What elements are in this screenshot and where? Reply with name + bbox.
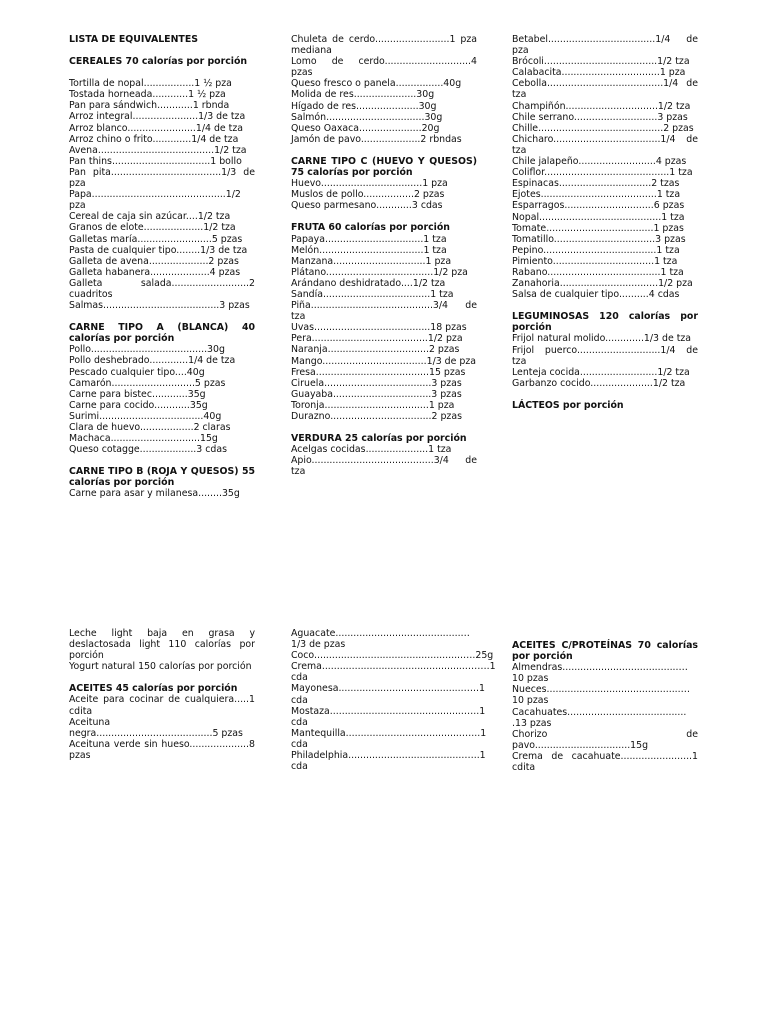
list-item: Mango...................................1/3 de pza (291, 355, 476, 367)
list-item: Aceite para cocinar de cualquiera.....1 cdita (69, 694, 255, 717)
list-item: Aceituna negra.......................................5 pzas (69, 716, 243, 739)
list-item: Papa.............................................1/2 pza (69, 189, 241, 212)
list-item: Chille..........................................2 pzas (512, 122, 694, 134)
list-item: Uvas.......................................18 pzas (291, 322, 467, 334)
spacer (69, 45, 255, 56)
list-item: Tortilla de nopal.................1 ½ pza (69, 78, 232, 90)
list-item: Pan para sándwich............1 rbnda (69, 100, 230, 112)
list-item: Galletas maría.........................5 pzas (69, 233, 243, 245)
column-5 (291, 628, 496, 773)
spacer (69, 672, 255, 683)
column-6 (512, 640, 698, 773)
list-item: Arroz blanco.......................1/4 de tza (69, 122, 244, 134)
list-item: Surimi...................................40g (69, 410, 222, 422)
list-item: Chuleta de cerdo.........................1 pza mediana (291, 34, 477, 57)
list-item: Cereal de caja sin azúcar....1/2 tza (69, 211, 231, 223)
list-item: Galleta habanera....................4 pzas (69, 266, 241, 278)
list-item: Pera.......................................1/2 pza (291, 333, 463, 345)
list-item: Chile jalapeño..........................4 pzas (512, 156, 687, 168)
list-item: Plátano....................................1/2 pza (291, 266, 468, 278)
list-item: Queso cotagge...................3 cdas (69, 444, 227, 456)
list-item: Frijol natural molido.............1/3 de tza (512, 333, 692, 345)
section-heading: FRUTA 60 calorías por porción (291, 222, 450, 234)
list-item: Almendras.......................................…10 pzas (512, 662, 688, 685)
list-item: Fresa......................................15 pzas (291, 366, 466, 378)
list-item: Queso parmesano............3 cdas (291, 200, 443, 212)
list-item: Durazno..................................2 pzas (291, 411, 462, 422)
list-item: Hígado de res.....................30g (291, 100, 437, 112)
section-heading: LISTA DE EQUIVALENTES (69, 34, 198, 45)
spacer (291, 422, 477, 433)
list-item: Champiñón...............................1/2 tza (512, 100, 691, 112)
list-item: Pescado cualquier tipo....40g (69, 366, 205, 378)
spacer (512, 389, 698, 400)
list-item: Nueces.............................................…10 pzas (512, 684, 691, 707)
list-item: Queso fresco o panela................40g (291, 78, 462, 90)
list-item: Mayonesa..........................................…..1 cda (291, 683, 485, 706)
list-item: Tomatillo..................................3 pzas (512, 233, 686, 245)
spacer (69, 455, 255, 466)
list-item: Galleta salada..........................2 cuadritos (69, 277, 255, 300)
list-item: Pollo.......................................30g (69, 344, 225, 356)
list-item: Carne para cocido............35g (69, 399, 208, 411)
list-item: Mantequilla.......................................…...1 cda (291, 727, 487, 750)
list-item: Clara de huevo..................2 claras (69, 422, 231, 433)
list-item: Carne para bistec............35g (69, 388, 206, 400)
list-item: Granos de elote....................1/2 tza (69, 222, 236, 234)
list-item: Pasta de cualquier tipo........1/3 de tza (69, 244, 248, 256)
column-1 (69, 34, 255, 500)
section-heading: CARNE TIPO A (BLANCA) 40 calorías por porción (69, 322, 255, 345)
spacer (291, 145, 477, 156)
list-item: Muslos de pollo.................2 pzas (291, 189, 445, 201)
list-item: Melón...................................1 tza (291, 244, 447, 256)
list-item: Brócoli......................................1/2 tza (512, 56, 690, 68)
list-item: Lenteja cocida..........................1/2 tza (512, 366, 690, 378)
list-item: Pan thins.................................1 bollo (69, 155, 242, 167)
list-item: Arroz chino o frito.............1/4 de tza (69, 133, 239, 145)
list-item: Crema de cacahuate........................1 cdita (512, 750, 698, 774)
list-item: Aceituna verde sin hueso....................8 pzas (69, 738, 255, 761)
section-heading: CARNE TIPO B (ROJA Y QUESOS) 55 calorías por porción (69, 466, 255, 489)
list-item: Machaca..............................15g (69, 433, 218, 445)
section-heading: LÁCTEOS por porción (512, 399, 624, 411)
list-item: Guayaba.................................3 pzas (291, 388, 462, 400)
list-item: Salsa de cualquier tipo..........4 cdas (512, 289, 680, 301)
list-item: Zanahoria.................................1/2 pza (512, 278, 693, 290)
column-2 (291, 34, 477, 477)
list-item: Betabel....................................1/4 de pza (512, 34, 698, 57)
list-item: Leche light baja en grasa y deslactosada light 110 calorías por porción (69, 628, 255, 662)
list-item: Avena.......................................1/2 tza (69, 144, 247, 156)
section-heading: ACEITES 45 calorías por porción (69, 683, 238, 695)
list-item: Ejotes.......................................1 tza (512, 189, 681, 201)
list-item: Chile serrano............................3 pzas (512, 111, 688, 123)
list-item: Apio.........................................3/4 de tza (291, 455, 477, 478)
list-item: Esparragos..............................6 pzas (512, 200, 685, 212)
list-item: Ciruela....................................3 pzas (291, 377, 462, 389)
list-item: Tomate....................................1 pzas (512, 222, 684, 234)
list-item: Nopal.........................................1 tza (512, 211, 685, 223)
list-item: Molida de res.....................30g (291, 89, 435, 101)
list-item: Pollo deshebrado.............1/4 de tza (69, 355, 236, 367)
list-item: Papaya.................................1 tza (291, 233, 447, 245)
list-item: Mostaza.............................................…..1 cda (291, 705, 486, 728)
list-item: Salmón.................................30g (291, 111, 443, 123)
section-heading: ACEITES C/PROTEÍNAS 70 calorías por porción (512, 640, 698, 663)
list-item: Pan pita.....................................1/3 de pza (69, 166, 255, 190)
list-item: Calabacita.................................1 pza (512, 67, 686, 79)
list-item: Sandía....................................1 tza (291, 288, 454, 300)
spacer (291, 211, 477, 222)
column-3 (512, 34, 698, 411)
list-item: Yogurt natural 150 calorías por porción (69, 661, 252, 673)
list-item: Chicharo....................................1/4 de tza (512, 133, 698, 156)
list-item: Toronja...................................1 pza (291, 399, 455, 411)
column-4 (69, 628, 255, 761)
spacer (69, 311, 255, 322)
list-item: Pepino......................................1 tza (512, 244, 680, 256)
list-item: Manzana...............................1 pza (291, 255, 452, 267)
list-item: Galleta de avena....................2 pzas (69, 255, 239, 267)
list-item: Piña.........................................3/4 de tza (291, 300, 477, 323)
list-item: Frijol puerco............................1/4 de tza (512, 344, 698, 367)
list-item: Pimiento..................................1 tza (512, 255, 678, 267)
list-item: Cebolla.......................................1/4 de tza (512, 78, 698, 101)
list-item: Crema.................................................…….1 cda (291, 661, 496, 684)
list-item: Coco..................................................….25g (291, 650, 494, 662)
section-heading: CARNE TIPO C (HUEVO Y QUESOS) 75 calorías por porción (291, 155, 477, 179)
list-item: Tostada horneada............1 ½ pza (69, 89, 226, 101)
list-item: Salmas.......................................3 pzas (69, 300, 250, 312)
section-heading: LEGUMINOSAS 120 calorías por porción (512, 311, 698, 334)
list-item: Queso Oaxaca.....................20g (291, 122, 440, 134)
section-heading: CEREALES 70 calorías por porción (69, 56, 248, 68)
list-item: Arroz integral......................1/3 de tza (69, 111, 246, 123)
list-item: Philadelphia.......................................…..1 cda (291, 750, 486, 773)
list-item: Jamón de pavo....................2 rbndas (291, 133, 462, 145)
list-item: Naranja..................................2 pzas (291, 344, 460, 356)
list-item: Lomo de cerdo.............................4 pzas (291, 56, 477, 79)
list-item: Carne para asar y milanesa........35g (69, 488, 240, 500)
list-item: Camarón............................5 pzas (69, 377, 226, 389)
section-heading: VERDURA 25 calorías por porción (291, 433, 467, 445)
list-item: Coliflor..........................................1 tza (512, 167, 693, 179)
spacer (512, 300, 698, 311)
spacer (69, 67, 255, 78)
list-item: Aguacate..........................................…1/3 de pzas (291, 628, 470, 651)
list-item: Espinacas...............................2 tzas (512, 178, 680, 190)
list-item: Huevo..................................1 pza (291, 178, 448, 190)
list-item: Cacahuates........................................ .13 pzas (512, 706, 687, 729)
list-item: Rabano......................................1 tza (512, 266, 684, 278)
list-item: Acelgas cocidas.....................1 tza (291, 444, 452, 456)
list-item: Arándano deshidratado....1/2 tza (291, 277, 446, 289)
list-item: Garbanzo cocido.....................1/2 tza (512, 377, 686, 389)
list-item: Chorizo de pavo................................15g (512, 728, 698, 751)
